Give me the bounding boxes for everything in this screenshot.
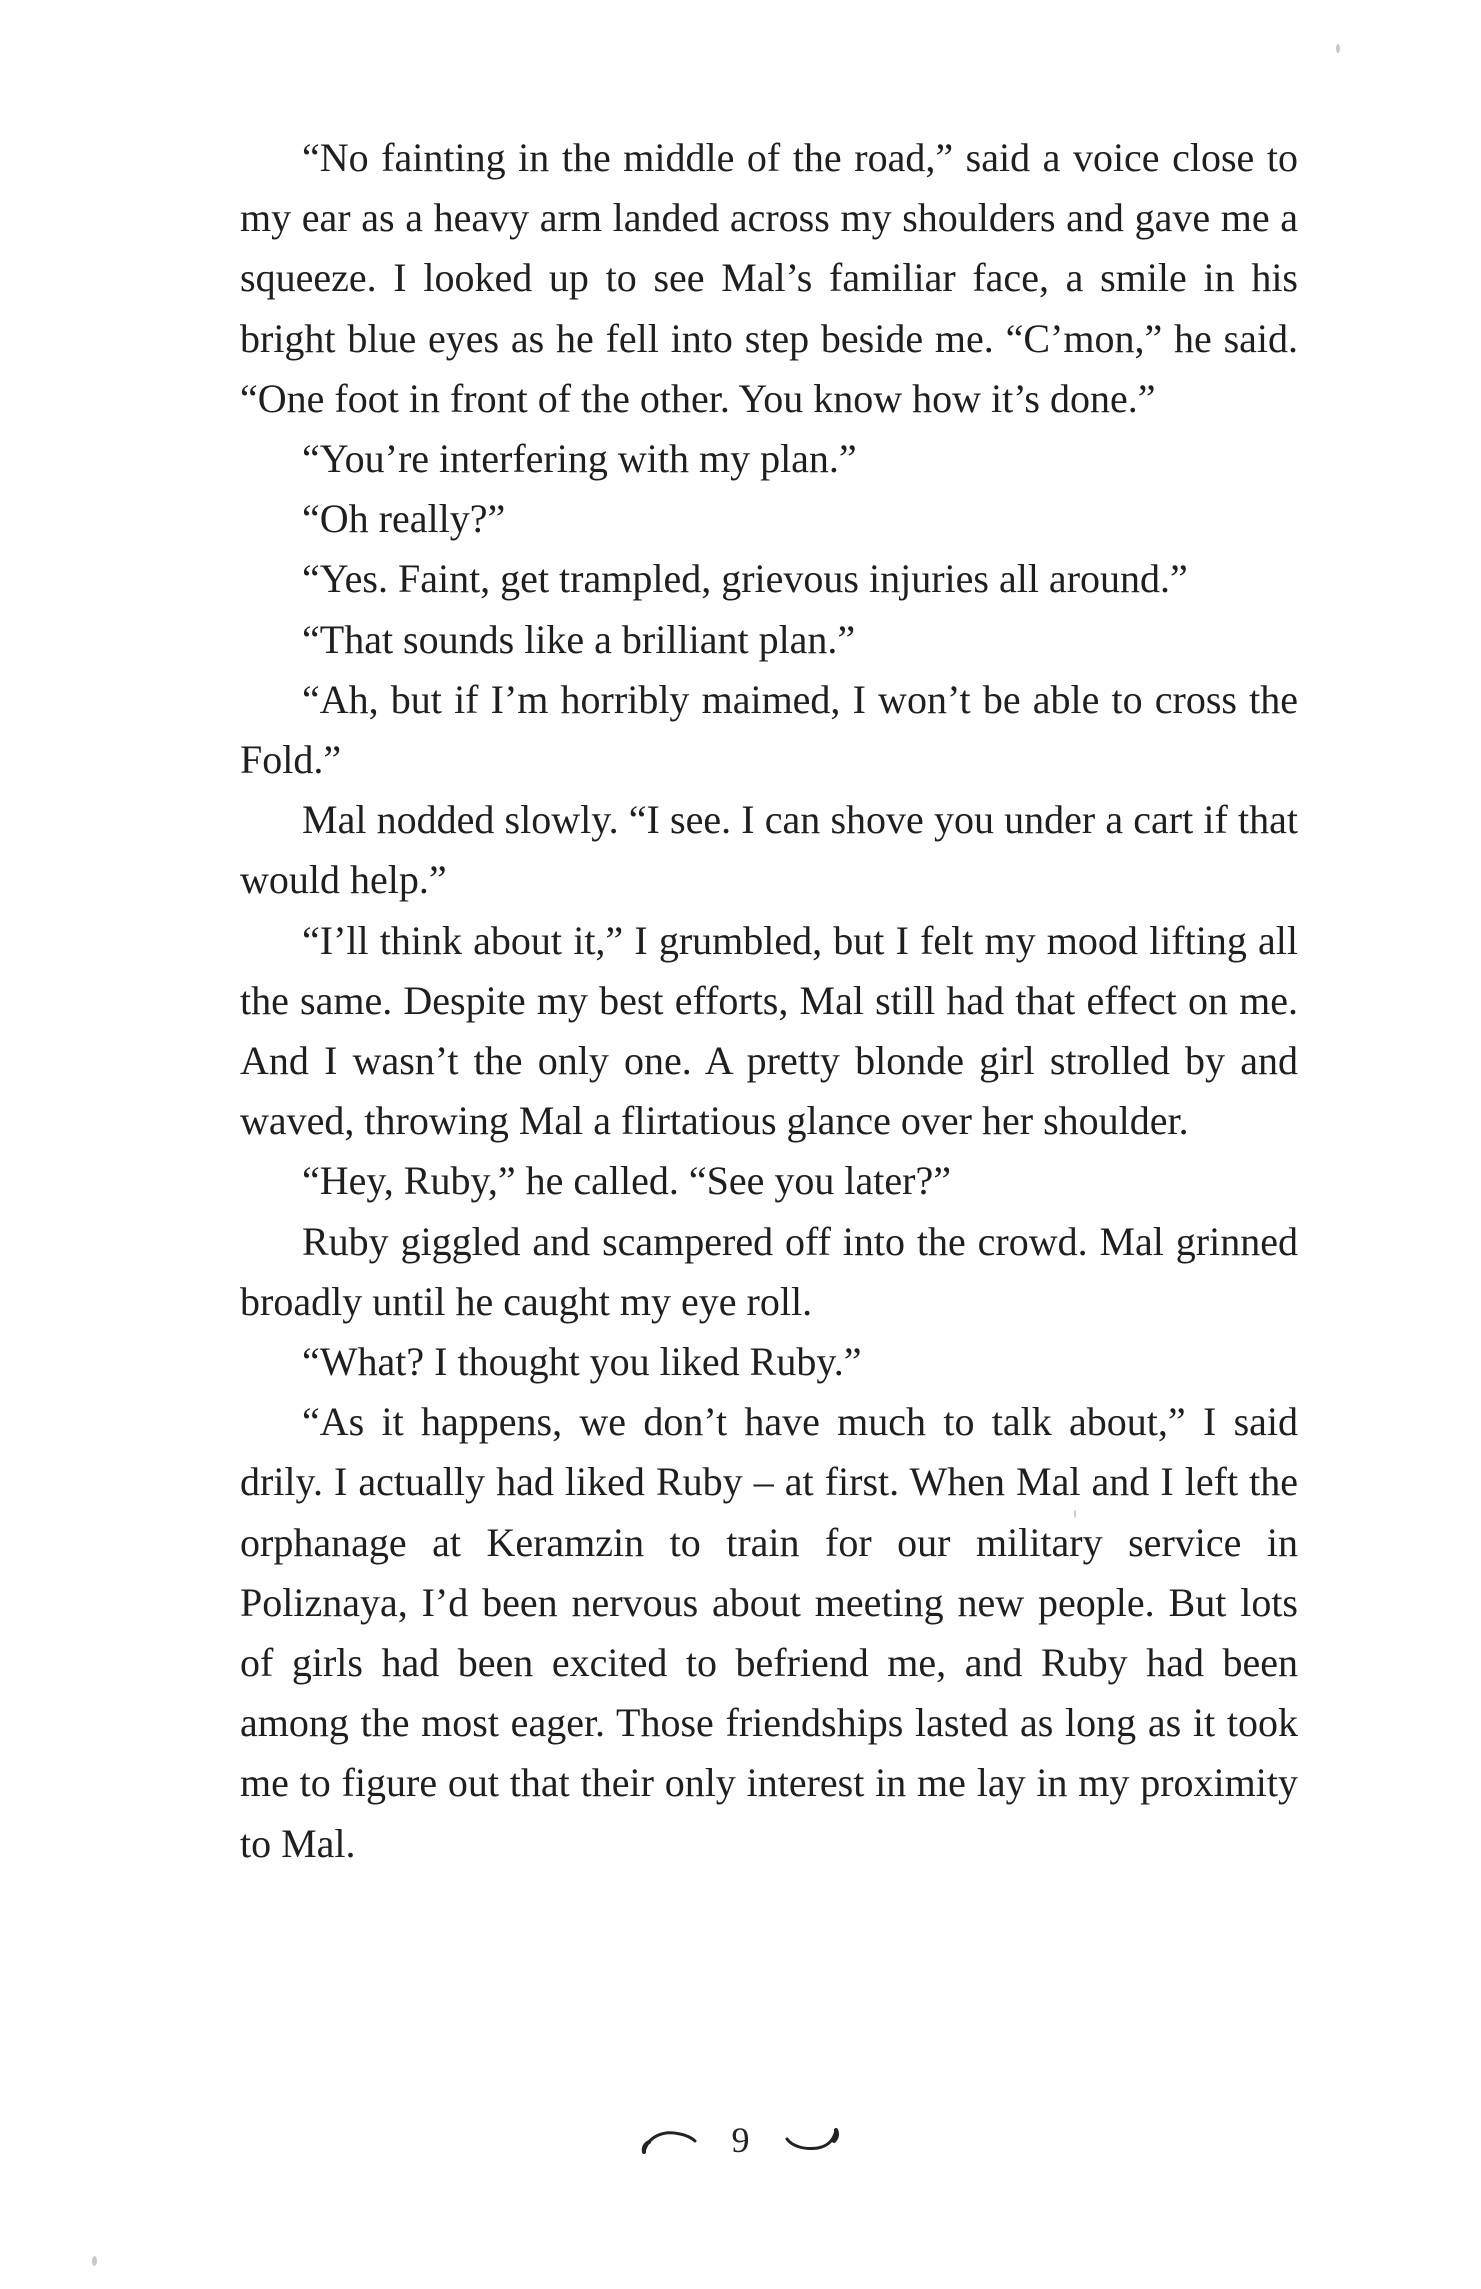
swash-left-icon [640,2122,698,2158]
paragraph: “Yes. Faint, get trampled, grievous injuries all around.” [302,556,1188,602]
paragraph: “That sounds like a brilliant plan.” [302,616,856,662]
page-number: 9 [731,2120,750,2160]
paragraph: “Hey, Ruby,” he called. “See you later?” [302,1158,951,1204]
page-footer [0,2110,1481,2170]
paper-speck [1336,44,1340,53]
paragraph: Ruby giggled and scampered off into the crowd. Mal grinned broadly until he caught my eye roll. [240,1218,1298,1324]
paragraph: “I’ll think about it,” I grumbled, but I felt my mood lifting all the same. Despite my best efforts, Mal still had that effect on me. And I wasn’t the only one. A pretty blonde girl strolled by and waved, throwing Mal a flirtatious glance over her shoulder. [240,917,1298,1144]
paper-speck [1074,1510,1076,1518]
paragraph: “Ah, but if I’m horribly maimed, I won’t be able to cross the Fold.” [240,676,1298,783]
page-body-text [240,128,1298,1874]
swash-right-icon [784,2122,842,2158]
paragraph: “No fainting in the middle of the road,” said a voice close to my ear as a heavy arm landed across my shoulders and gave me a squeeze. I looked up to see Mal’s familiar face, a smile in his bright blue eyes as he fell into step beside me. “C’mon,” he said. “One foot in front of the other. You know how it’s done.” [240,135,1298,421]
paragraph: Mal nodded slowly. “I see. I can shove you under a cart if that would help.” [240,797,1298,903]
paragraph: “Oh really?” [302,496,506,542]
paragraph: “What? I thought you liked Ruby.” [302,1339,862,1385]
paper-speck [92,2256,97,2266]
paragraph: “You’re interfering with my plan.” [302,436,857,482]
paragraph: “As it happens, we don’t have much to talk about,” I said drily. I actually had liked Ruby – at first. When Mal and I left the orphanage at Keramzin to train for our military service in Poliznaya, I’d been nervous about meeting new people. But lots of girls had been excited to befriend me, and Ruby had been among the most eager. Those friendships lasted as long as it took me to figure out that their only interest in me lay in my proximity to Mal. [240,1399,1298,1866]
